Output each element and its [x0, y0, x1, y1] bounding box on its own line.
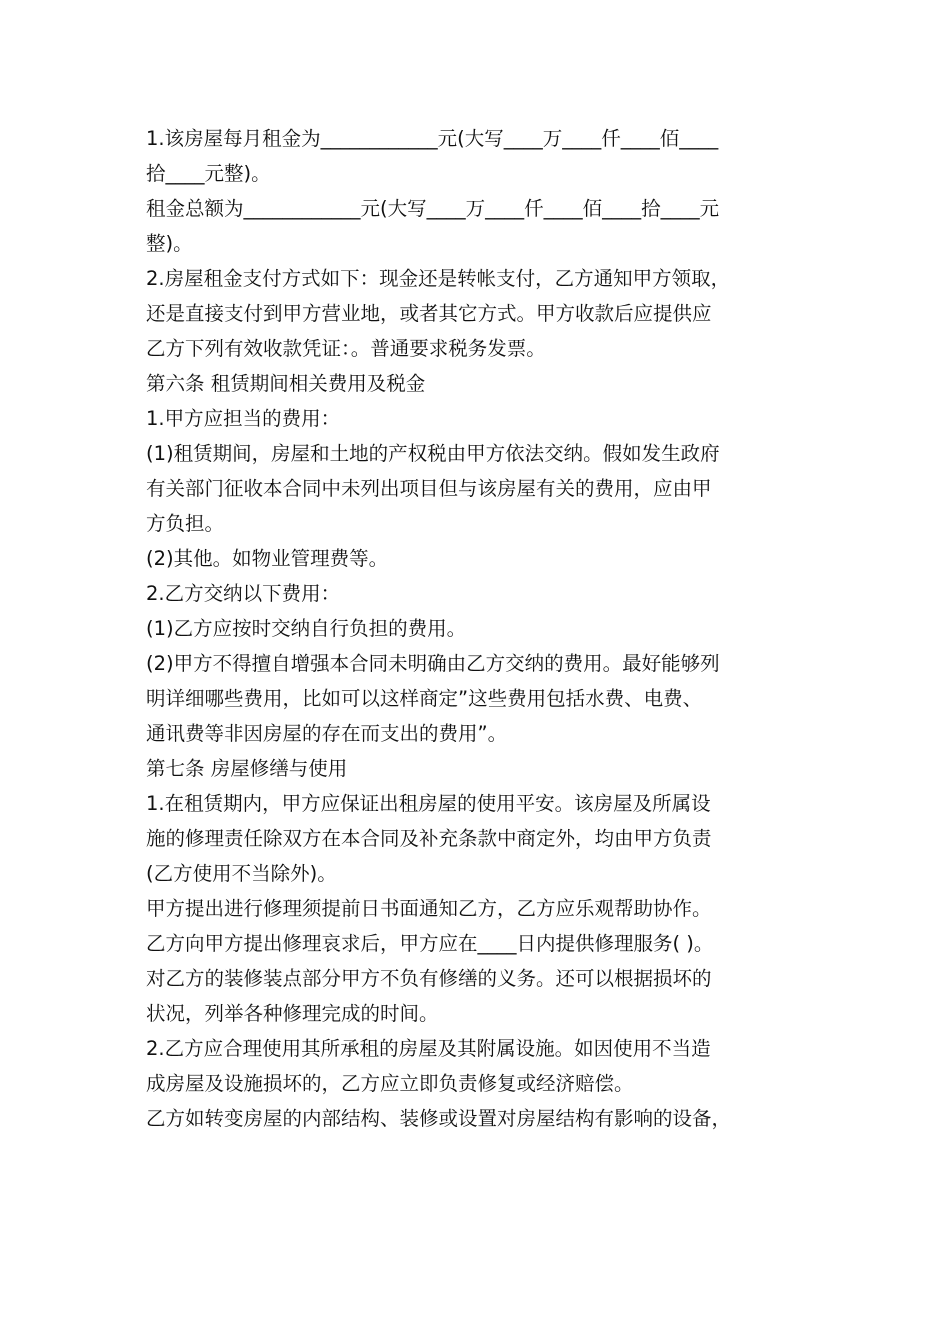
section-heading: 第七条 房屋修缮与使用 — [146, 757, 348, 780]
text-line: (乙方使用不当除外)。 — [146, 862, 337, 885]
text-line: (2)甲方不得擅自增强本合同未明确由乙方交纳的费用。最好能够列 — [146, 652, 720, 675]
text-line: 1.该房屋每月租金为____________元(大写____万____仟____佰____ — [146, 127, 719, 150]
text-line: 1.甲方应担当的费用： — [146, 407, 341, 430]
text-line: 方负担。 — [146, 512, 225, 535]
text-line: 明详细哪些费用，比如可以这样商定”这些费用包括水费、电费、 — [146, 687, 703, 710]
text-line: 2.房屋租金支付方式如下：现金还是转帐支付，乙方通知甲方领取， — [146, 267, 731, 290]
text-line: 对乙方的装修装点部分甲方不负有修缮的义务。还可以根据损坏的 — [146, 967, 712, 990]
text-line: 乙方如转变房屋的内部结构、装修或设置对房屋结构有影响的设备， — [146, 1107, 732, 1130]
text-line: (1)租赁期间，房屋和土地的产权税由甲方依法交纳。假如发生政府 — [146, 442, 720, 465]
text-line: 成房屋及设施损坏的，乙方应立即负责修复或经济赔偿。 — [146, 1072, 634, 1095]
section-heading: 第六条 租赁期间相关费用及税金 — [146, 372, 426, 395]
text-line: 甲方提出进行修理须提前日书面通知乙方，乙方应乐观帮助协作。 — [146, 897, 712, 920]
text-line: 施的修理责任除双方在本合同及补充条款中商定外，均由甲方负责 — [146, 827, 712, 850]
text-line: 2.乙方应合理使用其所承租的房屋及其附属设施。如因使用不当造 — [146, 1037, 711, 1060]
text-line: 乙方下列有效收款凭证：。普通要求税务发票。 — [146, 337, 546, 360]
text-line: (2)其他。如物业管理费等。 — [146, 547, 389, 570]
text-line: 1.在租赁期内，甲方应保证出租房屋的使用平安。该房屋及所属设 — [146, 792, 711, 815]
document-body — [146, 121, 816, 1136]
text-line: 拾____元整)。 — [146, 162, 271, 185]
text-line: 整)。 — [146, 232, 193, 255]
text-line: 状况，列举各种修理完成的时间。 — [146, 1002, 439, 1025]
text-line: 有关部门征收本合同中未列出项目但与该房屋有关的费用，应由甲 — [146, 477, 712, 500]
text-line: 租金总额为____________元(大写____万____仟____佰____拾____元 — [146, 197, 720, 220]
text-line: 通讯费等非因房屋的存在而支出的费用”。 — [146, 722, 508, 745]
text-line: 2.乙方交纳以下费用： — [146, 582, 341, 605]
text-line: (1)乙方应按时交纳自行负担的费用。 — [146, 617, 467, 640]
text-line: 乙方向甲方提出修理哀求后，甲方应在____日内提供修理服务( )。 — [146, 932, 714, 955]
text-line: 还是直接支付到甲方营业地，或者其它方式。甲方收款后应提供应 — [146, 302, 712, 325]
